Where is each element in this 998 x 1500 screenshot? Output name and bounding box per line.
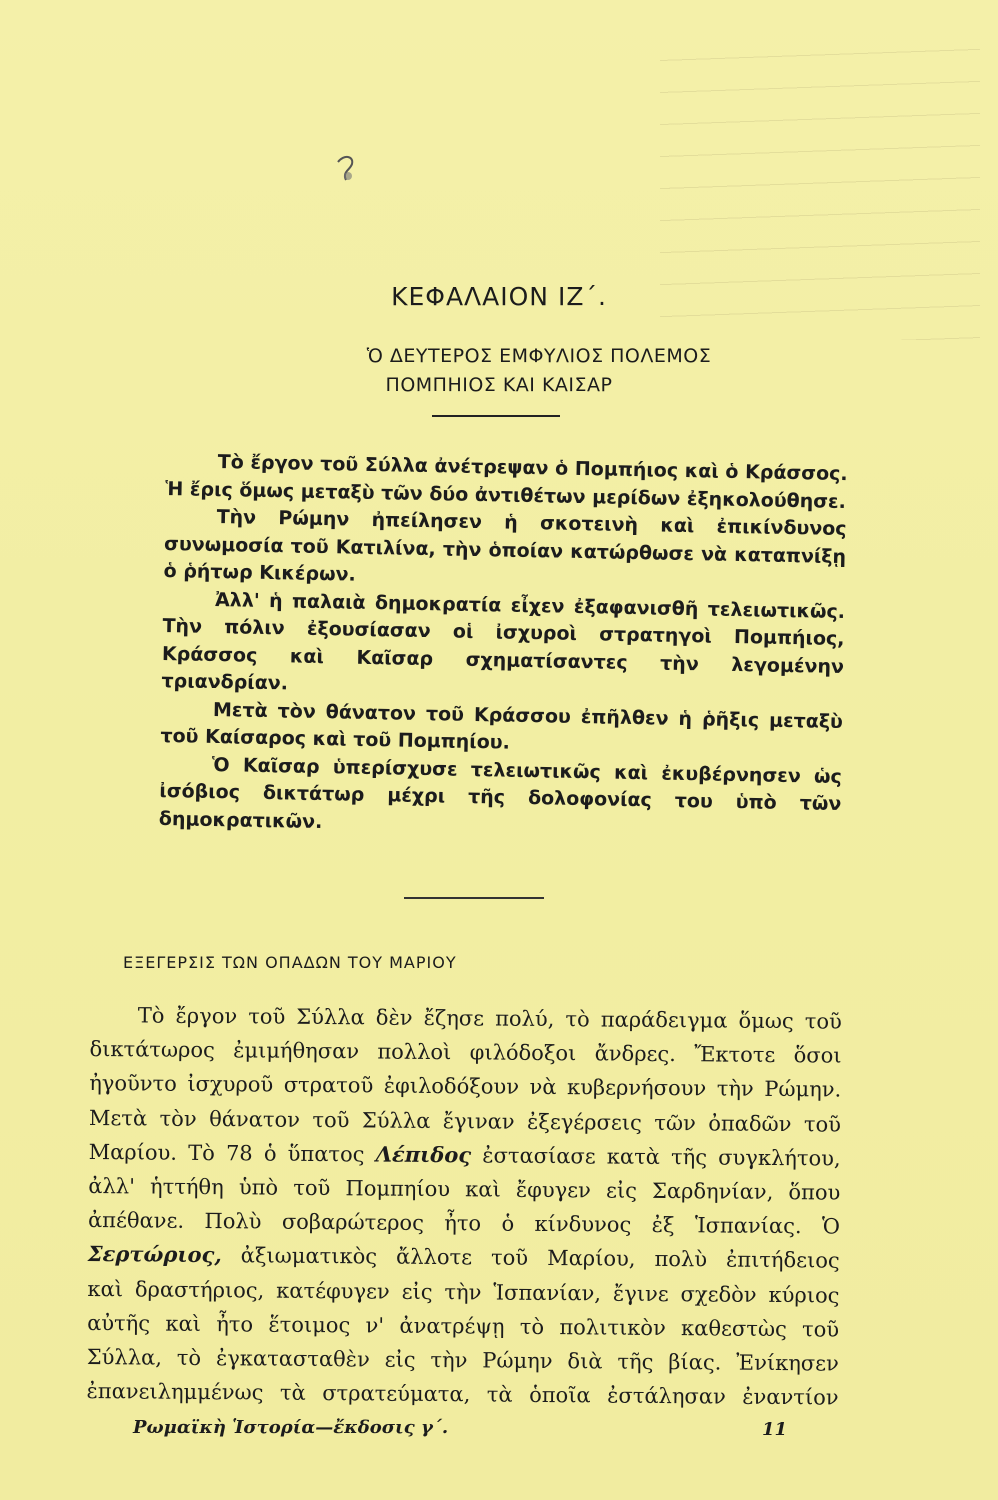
chapter-subtitle-1: Ὁ ΔΕΥΤΕΡΟΣ ΕΜΦΥΛΙΟΣ ΠΟΛΕΜΟΣ [366, 345, 712, 367]
body-line: καὶ δραστήριος, κατέφυγεν εἰς τὴν Ἱσπανίαν, ἔγινε σχεδὸν κύριος [87, 1276, 840, 1308]
ink-mark-icon [330, 152, 370, 188]
body-line: Μετὰ τὸν θάνατον τοῦ Σύλλα ἔγιναν ἐξεγέρσεις τῶν ὀπαδῶν τοῦ [88, 1105, 842, 1137]
summary-paragraph: Τὸ ἔργον τοῦ Σύλλα ἀνέτρεψαν ὁ Πομπήιος καὶ ὁ Κράσσος. Ἡ ἔρις ὅμως μεταξὺ τῶν δύο ἀντιθέτων μερίδων ἐξηκολούθησε. [165, 450, 848, 513]
section-heading: ΕΞΕΓΕΡΣΙΣ ΤΩΝ ΟΠΑΔΩΝ ΤΟΥ ΜΑΡΙΟΥ [123, 953, 457, 972]
summary-paragraph: Ἀλλ' ἡ παλαιὰ δημοκρατία εἶχεν ἐξαφανισθῆ τελειωτικῶς. Τὴν πόλιν ἐξουσίασαν οἱ ἰσχυροὶ στρατηγοὶ Πομπήιος, Κράσσος καὶ Καῖσαρ σχηματίσαντες τὴν λεγομένην τριανδρίαν. [161, 588, 846, 695]
chapter-summary [159, 448, 848, 846]
body-line: ἠγοῦντο ἰσχυροῦ στρατοῦ ἐφιλοδόξουν νὰ κυβερνήσουν τὴν Ρώμην. [89, 1071, 842, 1102]
body-line: δικτάτωρος ἐμιμήθησαν πολλοὶ φιλόδοξοι ἄνδρες. Ἔκτοτε ὅσοι [89, 1037, 842, 1068]
summary-paragraph: Τὴν Ρώμην ἠπείλησεν ἡ σκοτεινὴ καὶ ἐπικίνδυνος συνωμοσία τοῦ Κατιλίνα, τὴν ὁποίαν κατώρθωσε νὰ καταπνίξῃ ὁ ῥήτωρ Κικέρων. [163, 505, 847, 586]
body-line: ἀπέθανε. Πολὺ σοβαρώτερος ἦτο ὁ κίνδυνος ἐξ Ἱσπανίας. Ὁ [87, 1208, 841, 1239]
summary-paragraph: Μετὰ τὸν θάνατον τοῦ Κράσσου ἐπῆλθεν ἡ ῥῆξις μεταξὺ τοῦ Καίσαρος καὶ τοῦ Πομπηίου. [160, 698, 844, 754]
body-line: ἐπανειλημμένως τὰ στρατεύματα, τὰ ὁποῖα ἐστάλησαν ἐναντίον [86, 1379, 839, 1410]
body-line: αὐτῆς καὶ ἦτο ἕτοιμος ν' ἀνατρέψῃ τὸ πολιτικὸν καθεστὼς τοῦ [87, 1310, 840, 1342]
name-lepidus: Λέπιδος [375, 1141, 472, 1168]
body-fragment: ἀξιωματικὸς ἄλλοτε τοῦ Μαρίου, πολὺ ἐπιτήδειος [240, 1243, 840, 1273]
body-text [86, 998, 842, 1415]
body-line: ἀλλ' ἡττήθη ὑπὸ τοῦ Πομπηίου καὶ ἔφυγεν εἰς Σαρδηνίαν, ὅπου [88, 1174, 841, 1205]
page-number: 11 [762, 1419, 788, 1440]
divider-rule-2 [404, 897, 544, 899]
chapter-subtitle-2: ΠΟΜΠΗΙΟΣ ΚΑΙ ΚΑΙΣΑΡ [385, 374, 613, 396]
name-sertorius: Σερτώριος, [87, 1241, 222, 1268]
summary-paragraph: Ὁ Καῖσαρ ὑπερίσχυσε τελειωτικῶς καὶ ἐκυβέρνησεν ὡς ἰσόβιος δικτάτωρ μέχρι τῆς δολοφονίας του ὑπὸ τῶν δημοκρατικῶν. [158, 753, 843, 833]
footer-book-title: Ρωμαϊκὴ Ἱστορία—ἔκδοσις γ΄. [133, 1417, 449, 1438]
body-fragment: Μαρίου. Τὸ 78 ὁ ὕπατος [88, 1139, 365, 1167]
body-fragment: ἐστασίασε κατὰ τῆς συγκλήτου, [482, 1143, 841, 1171]
divider-rule [432, 415, 560, 417]
body-line: Σύλλα, τὸ ἐγκατασταθὲν εἰς τὴν Ρώμην διὰ τῆς βίας. Ἐνίκησεν [86, 1345, 839, 1376]
body-line: Τὸ ἔργον τοῦ Σύλλα δὲν ἔζησε πολύ, τὸ παράδειγμα ὅμως τοῦ [137, 1003, 842, 1034]
chapter-title: ΚΕΦΑΛΑΙΟΝ ΙΖ΄. [391, 282, 607, 311]
